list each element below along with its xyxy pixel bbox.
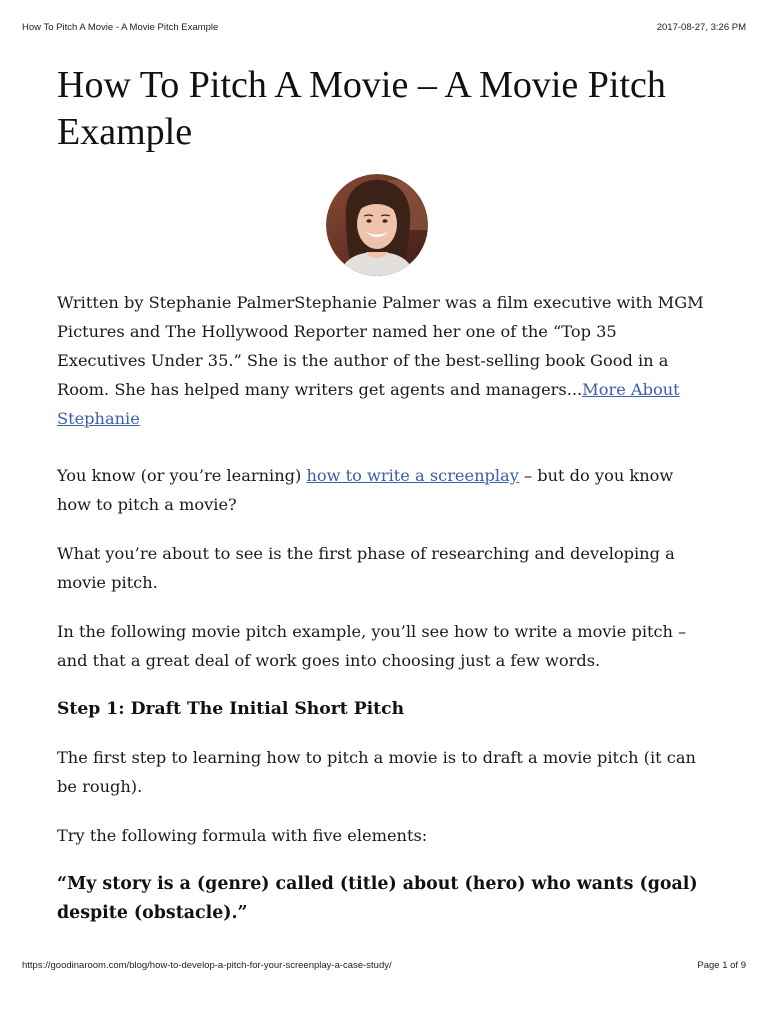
print-footer (22, 960, 746, 971)
print-header (22, 22, 746, 33)
author-bio (57, 288, 707, 433)
intro-paragraph (57, 461, 707, 519)
print-header-datetime: 2017-08-27, 3:26 PM (656, 22, 746, 33)
avatar-container (47, 174, 707, 276)
step1-heading: Step 1: Draft The Initial Short Pitch (57, 699, 405, 719)
paragraph-research: What you’re about to see is the first phase of researching and developing a movie pitch. (57, 544, 675, 592)
paragraph-draft: The first step to learning how to pitch a movie is to draft a movie pitch (it can be rough). (57, 748, 696, 796)
paragraph-example: In the following movie pitch example, you’ll see how to write a movie pitch – and that a great deal of work goes into choosing just a few words. (57, 622, 687, 670)
intro-text-after: – but do you know how to pitch a movie? (57, 466, 674, 514)
more-about-author-link[interactable]: More About Stephanie (57, 380, 680, 428)
screenplay-link[interactable]: how to write a screenplay (306, 466, 519, 485)
avatar (326, 174, 428, 276)
print-footer-page: Page 1 of 9 (697, 960, 746, 971)
page-title: How To Pitch A Movie – A Movie Pitch Example (57, 64, 666, 153)
print-header-title: How To Pitch A Movie - A Movie Pitch Example (22, 22, 219, 33)
intro-text-before: You know (or you’re learning) (57, 466, 307, 485)
paragraph-formula-intro: Try the following formula with five elements: (57, 826, 428, 845)
pitch-formula: “My story is a (genre) called (title) about (hero) who wants (goal) despite (obstacle).” (57, 874, 698, 923)
article (57, 62, 707, 928)
author-bio-text: Written by Stephanie PalmerStephanie Palmer was a film executive with MGM Pictures and The Hollywood Reporter named her one of the “Top 35 Executives Under 35.” She is the author of the best-selling book Good in a Room. She has helped many writers get agents and managers... (57, 293, 704, 399)
print-footer-url: https://goodinaroom.com/blog/how-to-develop-a-pitch-for-your-screenplay-a-case-study/ (22, 960, 392, 971)
